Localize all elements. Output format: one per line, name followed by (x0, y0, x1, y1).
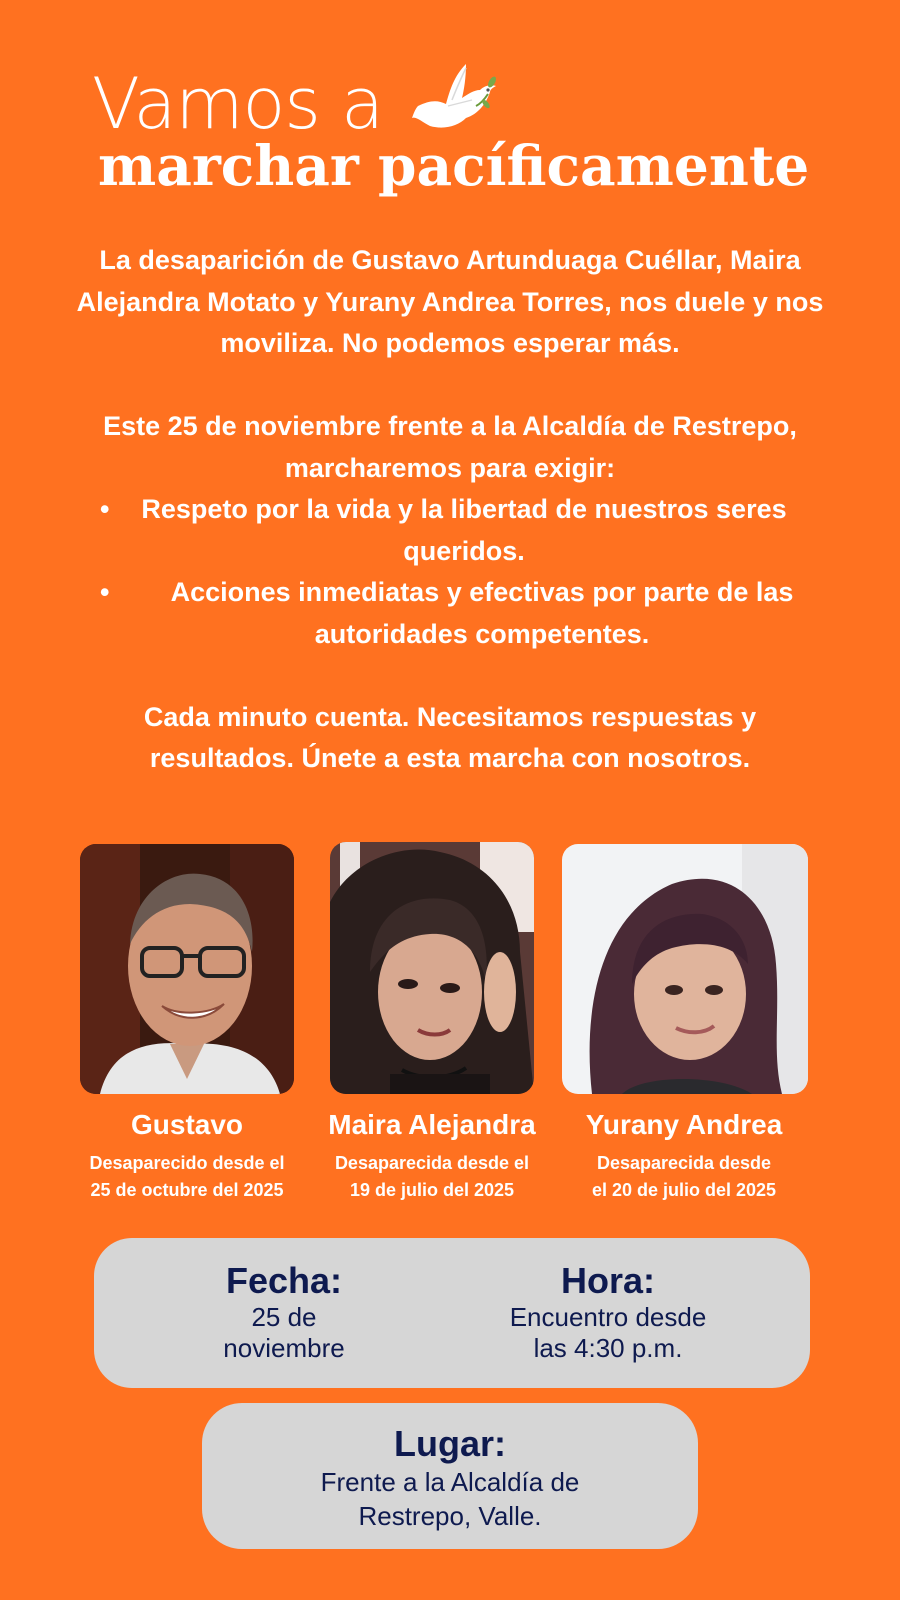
intro-text (60, 240, 840, 780)
person-name: Yurany Andrea (585, 1109, 783, 1140)
demand-text: Acciones inmediatas y efectivas por parte de las autoridades competentes. (170, 577, 794, 649)
person-missing-since (566, 1150, 802, 1204)
title-line2: marchar pacíficamente (98, 133, 810, 198)
title-line1: Vamos a (92, 63, 383, 145)
date-block (184, 1260, 384, 1364)
date-time-card (94, 1238, 810, 1388)
date-value-line2: noviembre (223, 1333, 345, 1363)
time-value-line1: Encuentro desde (509, 1302, 707, 1332)
person-missing-since (70, 1150, 304, 1204)
place-value-line2: Restrepo, Valle. (358, 1501, 542, 1531)
date-label: Fecha: (225, 1260, 343, 1301)
place-card (202, 1403, 698, 1549)
person-card-gustavo (70, 1106, 304, 1204)
intro-paragraph-2: Este 25 de noviembre frente a la Alcaldía de Restrepo, marcharemos para exigir: (103, 411, 797, 483)
dove-icon (408, 60, 500, 132)
person-missing-since (316, 1150, 548, 1204)
place-label: Lugar: (394, 1423, 506, 1464)
missing-since-line1: Desaparecido desde el (89, 1153, 285, 1173)
intro-paragraph-1: La desaparición de Gustavo Artunduaga Cuéllar, Maira Alejandra Motato y Yurany Andrea Torres, nos duele y nos moviliza. No podemos esperar más. (76, 245, 824, 358)
date-value-line1: 25 de (251, 1302, 317, 1332)
place-value-line1: Frente a la Alcaldía de (320, 1467, 580, 1497)
demand-text: Respeto por la vida y la libertad de nuestros seres queridos. (141, 494, 787, 566)
man-portrait-photo (80, 844, 294, 1094)
person-card-maira (316, 1106, 548, 1204)
missing-since-line2: 25 de octubre del 2025 (90, 1180, 284, 1200)
time-label: Hora: (560, 1260, 655, 1301)
list-item (60, 572, 840, 655)
place-block (202, 1423, 698, 1533)
bullet-icon: • (100, 494, 110, 524)
list-item (60, 489, 840, 572)
person-card-yurany (566, 1106, 802, 1204)
missing-since-line2: 19 de julio del 2025 (349, 1180, 515, 1200)
time-value-line2: las 4:30 p.m. (533, 1333, 683, 1363)
demands-list (60, 489, 840, 655)
intro-paragraph-3: Cada minuto cuenta. Necesitamos respuestas y resultados. Únete a esta marcha con nosotros. (143, 701, 757, 773)
person-name: Gustavo (130, 1109, 244, 1140)
missing-since-line1: Desaparecida desde el (334, 1153, 530, 1173)
time-block (474, 1260, 742, 1364)
girl-portrait-photo (562, 844, 808, 1094)
bullet-icon: • (100, 577, 110, 607)
missing-since-line1: Desaparecida desde (596, 1153, 772, 1173)
missing-since-line2: el 20 de julio del 2025 (591, 1180, 777, 1200)
woman-portrait-photo (330, 842, 534, 1094)
person-name: Maira Alejandra (328, 1109, 536, 1140)
